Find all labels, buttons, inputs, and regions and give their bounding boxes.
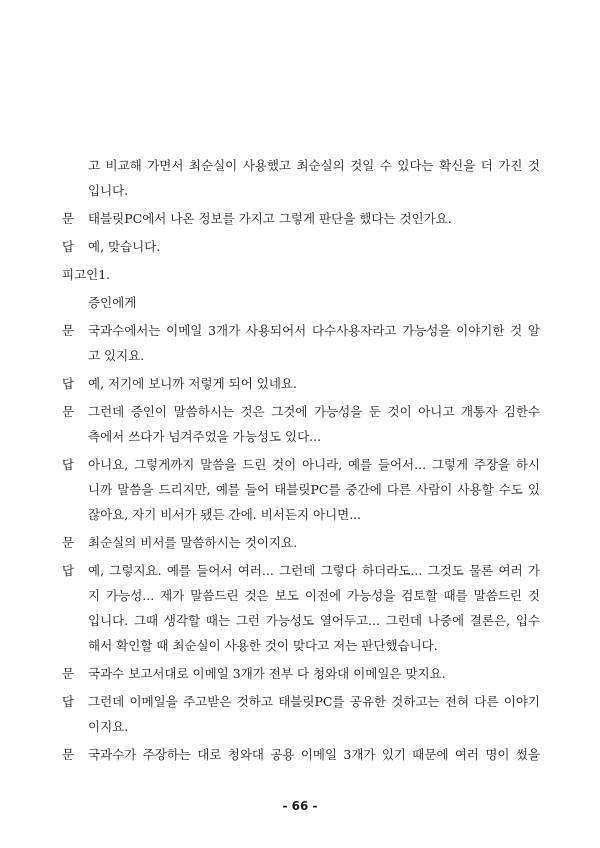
speaker-label: 답 — [62, 376, 75, 391]
transcript-entry — [62, 153, 540, 203]
speaker-label: 문 — [62, 747, 75, 762]
speaker-label: 답 — [62, 239, 75, 254]
entry-text — [88, 661, 540, 686]
speaker-label: 문 — [62, 535, 75, 550]
transcript-line: 예, 그렇지요. 예를 들어서 여러... 그런데 그렇다 하더라도... 그것도 물론 여러 가 — [88, 563, 540, 578]
question-entry — [62, 530, 540, 555]
addressee-line: 증인에게 — [88, 295, 137, 310]
speaker-label: 문 — [62, 211, 75, 226]
transcript-line: 아니요, 그렇게까지 말씀을 드린 것이 아니라, 예를 들어서... 그렇게 주장을 하시 — [88, 457, 540, 472]
entry-text — [88, 290, 540, 315]
page-number: - 66 - — [282, 799, 318, 813]
entry-text — [88, 206, 540, 231]
transcript-line: 예, 저기에 보니까 저렇게 되어 있네요. — [88, 376, 297, 391]
entry-text — [88, 558, 540, 658]
transcript-line: 국과수가 주장하는 대로 청와대 공용 이메일 3개가 있기 때문에 여러 명이 썼을 — [88, 747, 540, 762]
entry-text — [88, 234, 540, 259]
addressee-entry — [62, 290, 540, 315]
entry-text — [88, 742, 540, 767]
transcript-line: 그런데 이메일을 주고받은 것하고 태블릿PC를 공유한 것하고는 전혀 다른 이야기 — [88, 694, 540, 709]
entry-text — [88, 530, 540, 555]
answer-entry — [62, 371, 540, 396]
question-entry — [62, 318, 540, 368]
question-entry — [62, 206, 540, 231]
examiner-heading — [62, 262, 540, 287]
transcript-line: 고 있지요. — [88, 348, 145, 363]
examiner-label: 피고인1. — [62, 267, 111, 282]
question-entry — [62, 742, 540, 767]
speaker-label — [62, 153, 88, 178]
transcript-body — [62, 153, 540, 770]
answer-entry — [62, 234, 540, 259]
speaker-label — [62, 290, 88, 315]
transcript-line: 예, 맞습니다. — [88, 239, 161, 254]
transcript-line: 고 비교해 가면서 최순실이 사용했고 최순실의 것일 수 있다는 확신을 더 가진 것 — [88, 158, 540, 173]
speaker-label: 문 — [62, 404, 75, 419]
speaker-label: 문 — [62, 323, 75, 338]
transcript-line: 입니다. — [88, 183, 129, 198]
transcript-line: 국과수 보고서대로 이메일 3개가 전부 다 청와대 이메일은 맞지요. — [88, 666, 446, 681]
transcript-line: 그런데 증인이 말씀하시는 것은 그것에 가능성을 둔 것이 아니고 개통자 김한수 — [88, 404, 540, 419]
transcript-line: 최순실의 비서를 말씀하시는 것이지요. — [88, 535, 298, 550]
answer-entry — [62, 689, 540, 739]
entry-text — [88, 399, 540, 449]
transcript-line: 측에서 쓰다가 넘겨주었을 가능성도 있다... — [88, 429, 322, 444]
entry-text — [88, 318, 540, 368]
speaker-label: 답 — [62, 694, 75, 709]
answer-entry — [62, 558, 540, 658]
transcript-line: 태블릿PC에서 나온 정보를 가지고 그렇게 판단을 했다는 것인가요. — [88, 211, 452, 226]
transcript-line: 니까 말씀을 드리지만, 예를 들어 태블릿PC를 중간에 다른 사람이 사용할 수도 있 — [88, 482, 540, 497]
transcript-line: 국과수에서는 이메일 3개가 사용되어서 다수사용자라고 가능성을 이야기한 것 알 — [88, 323, 540, 338]
transcript-line: 잖아요, 자기 비서가 됐든 간에. 비서든지 아니면... — [88, 507, 362, 522]
transcript-line: 지 가능성... 제가 말씀드린 것은 보도 이전에 가능성을 검토할 때를 말씀드린 것 — [88, 588, 540, 603]
entry-text — [88, 452, 540, 527]
speaker-label: 답 — [62, 563, 75, 578]
entry-text — [88, 153, 540, 203]
speaker-label: 문 — [62, 666, 75, 681]
transcript-line: 이지요. — [88, 719, 129, 734]
question-entry — [62, 661, 540, 686]
transcript-line: 해서 확인할 때 최순실이 사용한 것이 맞다고 저는 판단했습니다. — [88, 638, 438, 653]
answer-entry — [62, 452, 540, 527]
speaker-label: 답 — [62, 457, 75, 472]
entry-text — [88, 371, 540, 396]
transcript-line: 입니다. 그때 생각할 때는 그런 가능성도 열어두고... 그런데 나중에 결론은, 입수 — [88, 613, 540, 628]
question-entry — [62, 399, 540, 449]
entry-text — [88, 689, 540, 739]
